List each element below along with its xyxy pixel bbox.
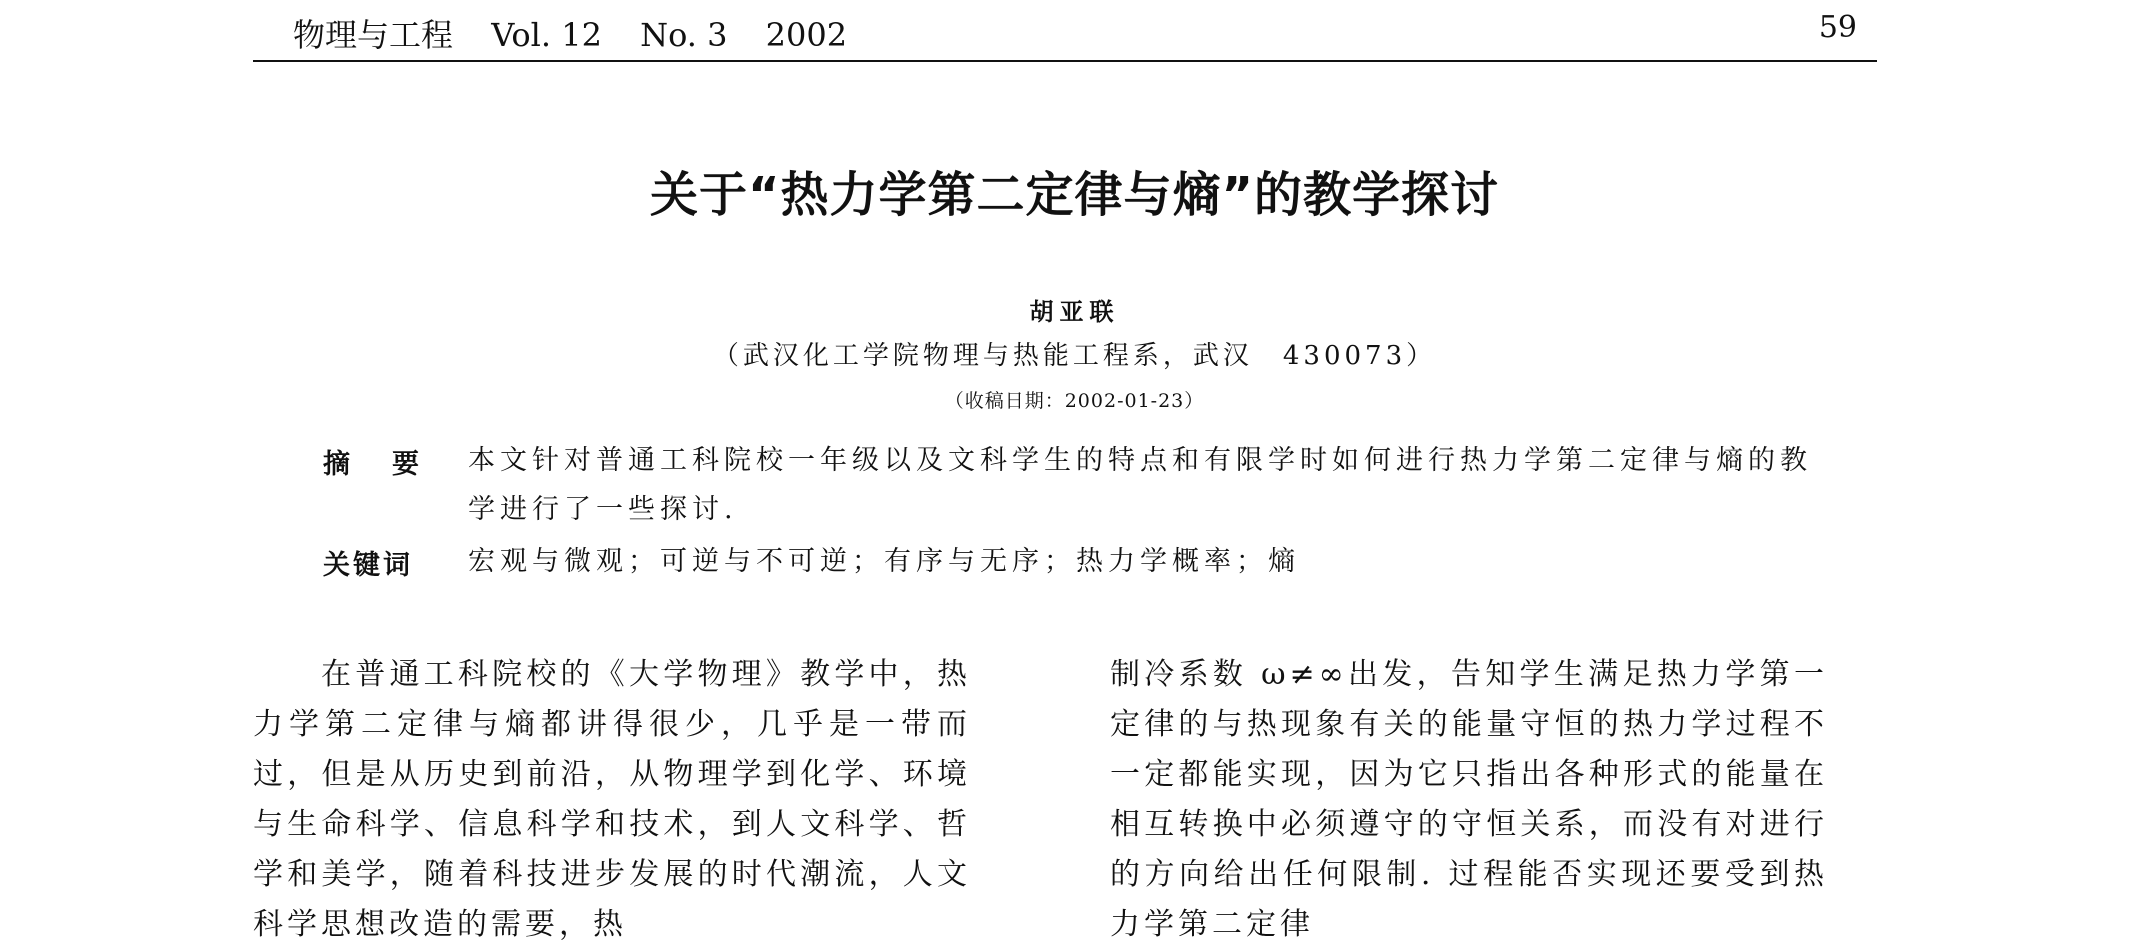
body-left-column: 在普通工科院校的《大学物理》教学中，热力学第二定律与熵都讲得很少，几乎是一带而过，但是从历史到前沿，从物理学到化学、环境与生命科学、信息科学和技术，到人文科学、哲学和美学，随着科技进步发展的时代潮流，人文科学思想改造的需要，热 bbox=[253, 657, 971, 942]
running-header bbox=[253, 4, 1877, 62]
keywords-text: 宏观与微观；可逆与不可逆；有序与无序；热力学概率；熵 bbox=[468, 546, 1300, 577]
journal-year: 2002 bbox=[765, 16, 848, 54]
journal-name: 物理与工程 bbox=[293, 16, 454, 54]
journal-volume: Vol. 12 bbox=[491, 16, 602, 54]
keywords-label: 关键词 bbox=[323, 550, 413, 581]
journal-citation bbox=[293, 10, 875, 56]
body-right-column: 制冷系数 ω≠∞出发，告知学生满足热力学第一定律的与热现象有关的能量守恒的热力学过程不一定都能实现，因为它只指出各种形式的能量在相互转换中必须遵守的守恒关系，而没有对进行的方向给出任何限制. 过程能否实现还要受到热力学第二定律 bbox=[1110, 657, 1828, 942]
page-number: 59 bbox=[1818, 10, 1857, 45]
paper-title: 关于“热力学第二定律与熵”的教学探讨 bbox=[649, 167, 1500, 223]
abstract-label: 摘要 bbox=[323, 449, 461, 480]
author-name: 胡亚联 bbox=[1029, 297, 1120, 326]
journal-issue: No. 3 bbox=[640, 16, 728, 54]
received-date: （收稿日期：2002-01-23） bbox=[944, 390, 1205, 412]
author-affiliation: （武汉化工学院物理与热能工程系，武汉 430073） bbox=[712, 341, 1437, 371]
abstract-text: 本文针对普通工科院校一年级以及文科学生的特点和有限学时如何进行热力学第二定律与熵的教学进行了一些探讨. bbox=[468, 445, 1812, 525]
